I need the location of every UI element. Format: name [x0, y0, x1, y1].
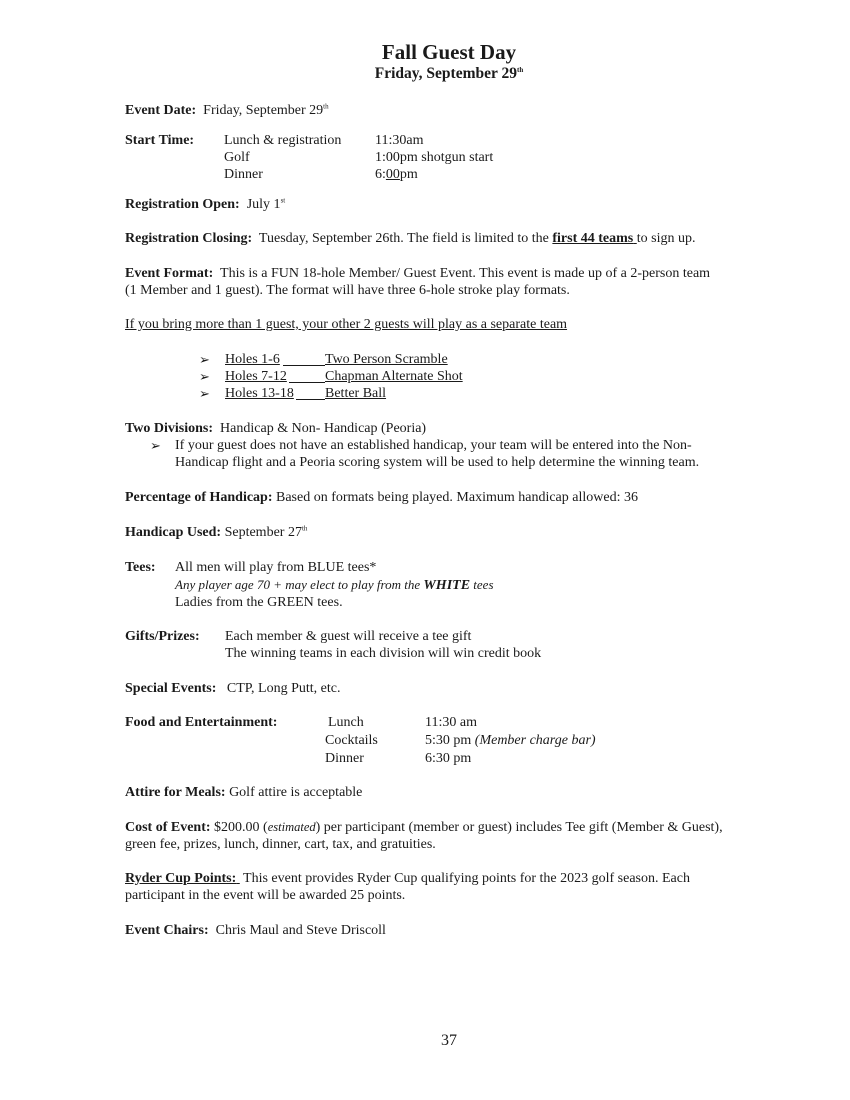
- food-item: Cocktails: [325, 733, 378, 748]
- ryder-cup-points: Ryder Cup Points: This event provides Ryder Cup qualifying points for the 2023 golf season. Each: [125, 871, 690, 886]
- cost-of-event: Cost of Event: $200.00 (estimated) per participant (member or guest) includes Tee gift (Member & Guest),: [125, 820, 723, 835]
- tees-ladies: Ladies from the GREEN tees.: [175, 595, 343, 610]
- tees-senior: Any player age 70 + may elect to play from the WHITE tees: [175, 577, 494, 593]
- arrow-bullet-icon: ➢: [199, 386, 210, 401]
- event-chairs: Event Chairs: Chris Maul and Steve Driscoll: [125, 923, 386, 938]
- holes-range: Holes 1-6: [225, 352, 280, 367]
- holes-format: Better Ball: [325, 386, 387, 401]
- gifts-line2: The winning teams in each division will win credit book: [225, 646, 542, 661]
- gifts-line1: Each member & guest will receive a tee gift: [225, 629, 472, 644]
- divisions-note-line2: Handicap flight and a Peoria scoring system will be used to help determine the winning team.: [175, 455, 700, 470]
- tees-men: All men will play from BLUE tees*: [175, 560, 377, 575]
- divisions-note: If your guest does not have an established handicap, your team will be entered into the Non-: [175, 438, 692, 453]
- arrow-bullet-icon: ➢: [199, 352, 210, 367]
- start-time-label: Start Time:: [125, 133, 195, 148]
- registration-open: Registration Open: July 1st: [125, 196, 286, 212]
- food-time: 11:30 am: [425, 715, 477, 730]
- event-format-line2: (1 Member and 1 guest). The format will have three 6-hole stroke play formats.: [125, 283, 570, 298]
- handicap-used: Handicap Used: September 27th: [125, 524, 308, 540]
- holes-format: Two Person Scramble: [325, 352, 448, 367]
- food-item: Lunch: [328, 715, 364, 730]
- food-time: 6:30 pm: [425, 751, 472, 766]
- holes-underline-gap: [283, 351, 325, 366]
- start-time-item: Dinner: [224, 167, 263, 182]
- start-time-value: 11:30am: [375, 133, 424, 148]
- holes-range: Holes 7-12: [225, 369, 287, 384]
- page-subtitle: Friday, September 29th: [374, 65, 524, 82]
- gifts-label: Gifts/Prizes:: [125, 629, 200, 644]
- attire: Attire for Meals: Golf attire is acceptable: [125, 785, 363, 800]
- tees-label: Tees:: [125, 560, 156, 575]
- food-label: Food and Entertainment:: [125, 715, 278, 730]
- special-events: Special Events: CTP, Long Putt, etc.: [125, 681, 341, 696]
- registration-closing: Registration Closing: Tuesday, September 26th. The field is limited to the first 44 teams to sign up.: [125, 231, 696, 246]
- holes-underline-gap: [289, 368, 325, 383]
- ryder-cup-points-line2: participant in the event will be awarded 25 points.: [125, 888, 406, 903]
- percentage-of-handicap: Percentage of Handicap: Based on formats being played. Maximum handicap allowed: 36: [125, 490, 638, 505]
- cost-of-event-line2: green fee, prizes, lunch, dinner, cart, tax, and gratuities.: [125, 837, 436, 852]
- food-time: 5:30 pm (Member charge bar): [425, 733, 596, 748]
- arrow-bullet-icon: ➢: [150, 438, 161, 453]
- start-time-item: Golf: [224, 150, 250, 165]
- event-format: Event Format: This is a FUN 18-hole Member/ Guest Event. This event is made up of a 2-person team: [125, 266, 711, 281]
- start-time-value: 1:00pm shotgun start: [375, 150, 494, 165]
- food-item: Dinner: [325, 751, 364, 766]
- holes-range: Holes 13-18: [225, 386, 294, 401]
- event-date: Event Date: Friday, September 29th: [125, 102, 329, 118]
- guest-note: If you bring more than 1 guest, your other 2 guests will play as a separate team: [125, 317, 568, 332]
- page-title: Fall Guest Day: [381, 40, 517, 64]
- page-number: 37: [441, 1032, 457, 1049]
- arrow-bullet-icon: ➢: [199, 369, 210, 384]
- start-time-value: 6:00pm: [375, 167, 418, 182]
- holes-format: Chapman Alternate Shot: [325, 369, 463, 384]
- divisions: Two Divisions: Handicap & Non- Handicap (Peoria): [125, 421, 427, 436]
- start-time-item: Lunch & registration: [224, 133, 342, 148]
- holes-underline-gap: [296, 385, 325, 400]
